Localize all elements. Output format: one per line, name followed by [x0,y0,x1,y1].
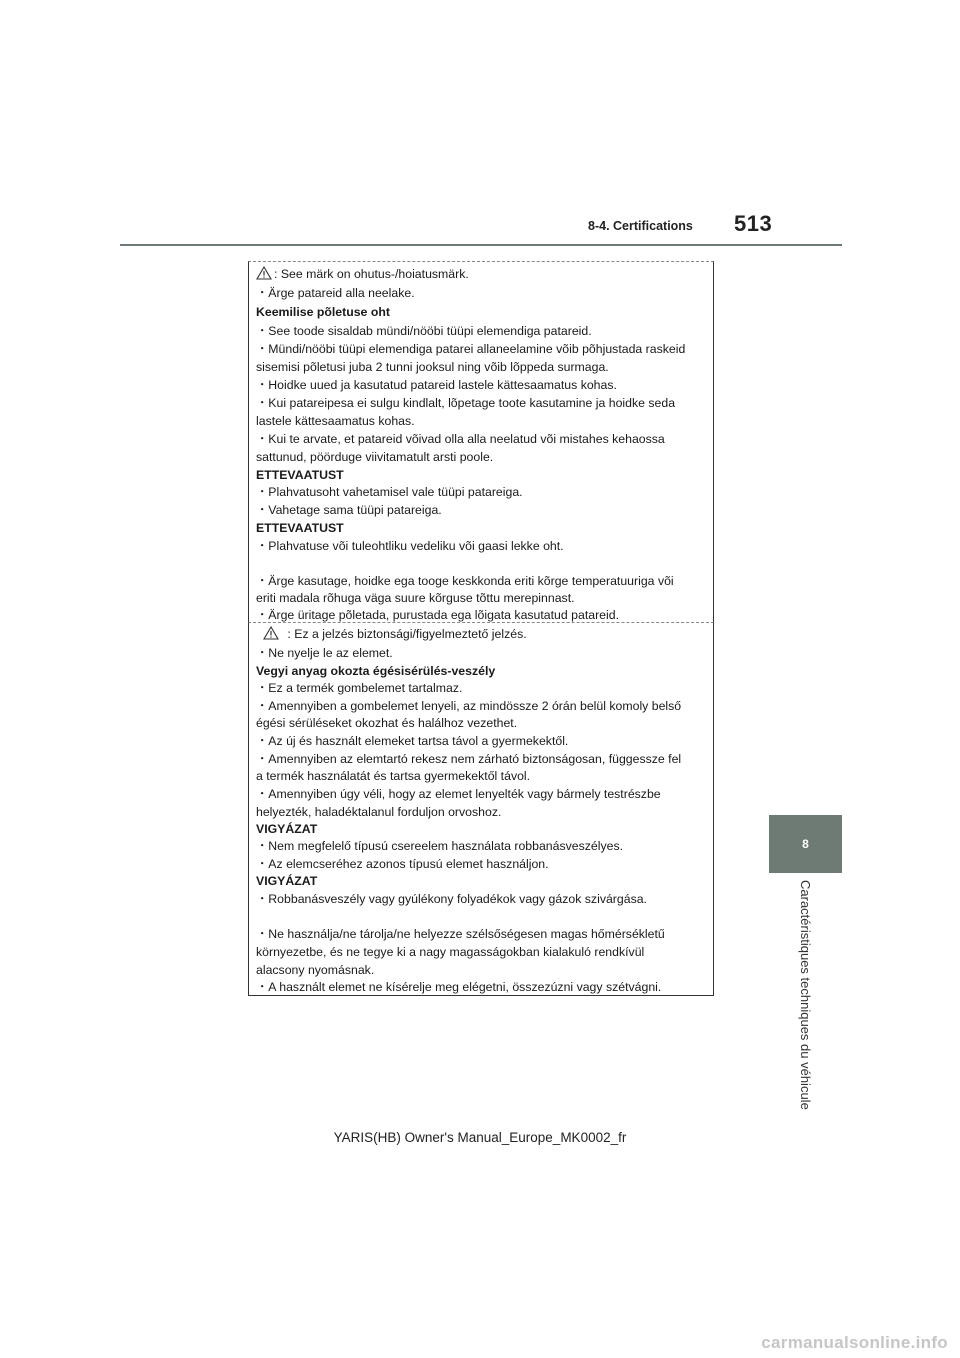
warning-triangle-icon [260,626,282,640]
et-line: ・Ärge kasutage, hoidke ega tooge keskkonda eriti kõrge temperatuuriga või [256,574,674,588]
header-divider [120,244,842,246]
warning-triangle-icon [256,266,272,280]
hu-heading: Vegyi anyag okozta égésisérülés-veszély [256,664,496,678]
hu-line: alacsony nyomásnak. [256,963,375,977]
hu-line: ・Ne használja/ne tárolja/ne helyezze szélsőségesen magas hőmérsékletű [256,927,665,941]
hu-line: ・Ne nyelje le az elemet. [256,646,393,660]
hu-heading: VIGYÁZAT [256,874,318,888]
et-line: eriti madala rõhuga väga suure kõrguse tõttu merepinnast. [256,591,575,605]
et-line: ・Vahetage sama tüüpi patareiga. [256,503,442,517]
et-line: ・Ärge patareid alla neelake. [256,286,415,300]
hu-heading: VIGYÁZAT [256,822,318,836]
hu-line: ・Amennyiben az elemtartó rekesz nem zárható biztonságosan, függessze fel [256,752,682,766]
chapter-tab[interactable] [769,815,842,873]
hu-line-symbol: : Ez a jelzés biztonsági/figyelmeztető jelzés. [256,626,527,642]
et-line-symbol: : See märk on ohutus-/hoiatusmärk. [256,266,469,282]
et-line: ・Kui patareipesa ei sulgu kindlalt, lõpetage toote kasutamine ja hoidke seda [256,396,676,410]
section-title: 8-4. Certifications [588,219,693,233]
et-line: ・Plahvatuse või tuleohtliku vedeliku või gaasi lekke oht. [256,539,564,553]
watermark-link[interactable]: carmanualsonline.info [761,1332,948,1352]
hu-line: égési sérüléseket okozhat és halálhoz vezethet. [256,716,518,730]
page-number: 513 [734,211,773,236]
hu-line: ・Amennyiben úgy véli, hogy az elemet lenyelték vagy bármely testrészbe [256,787,661,801]
et-heading: Keemilise põletuse oht [256,305,390,319]
et-line: ・Ärge üritage põletada, purustada ega lõigata kasutatud patareid. [256,608,620,622]
chapter-title-text: Caractéristiques techniques du véhicule [798,880,813,1110]
et-line: ・See toode sisaldab mündi/nööbi tüüpi elemendiga patareid. [256,324,592,338]
hu-line: ・A használt elemet ne kísérelje meg elégetni, összezúzni vagy szétvágni. [256,980,662,994]
et-line: sisemisi põletusi juba 2 tunni jooksul ning võib lõppeda surmaga. [256,360,609,374]
hu-line: ・Ez a termék gombelemet tartalmaz. [256,681,463,695]
et-line: ・Plahvatusoht vahetamisel vale tüüpi patareiga. [256,485,523,499]
hu-line: ・Az elemcseréhez azonos típusú elemet használjon. [256,857,549,871]
et-line: lastele kättesaamatus kohas. [256,414,415,428]
hu-line: ・Amennyiben a gombelemet lenyeli, az mindössze 2 órán belül komoly belső [256,699,682,713]
hu-line: a termék használatát és tartsa gyermekektől távol. [256,769,531,783]
et-line: ・Kui te arvate, et patareid võivad olla alla neelatud või mistahes kehaossa [256,432,665,446]
hu-line: helyezték, haladéktalanul forduljon orvoshoz. [256,805,502,819]
manual-footer: YARIS(HB) Owner's Manual_Europe_MK0002_fr [333,1130,627,1145]
et-heading: ETTEVAATUST [256,521,344,535]
et-line: ・Hoidke uued ja kasutatud patareid lastele kättesaamatus kohas. [256,378,617,392]
hu-line: ・Nem megfelelő típusú csereelem használata robbanásveszélyes. [256,839,624,853]
et-heading: ETTEVAATUST [256,468,344,482]
et-line: ・Mündi/nööbi tüüpi elemendiga patarei allaneelamine võib põhjustada raskeid [256,342,686,356]
et-line: sattunud, pöörduge viivitamatult arsti poole. [256,450,494,464]
hu-line: ・Robbanásveszély vagy gyúlékony folyadékok vagy gázok szivárgása. [256,892,647,906]
chapter-number: 8 [802,837,809,851]
hu-line: ・Az új és használt elemeket tartsa távol a gyermekektől. [256,734,569,748]
hu-line: környezetbe, és ne tegye ki a nagy magasságokban kialakuló rendkívül [256,945,645,959]
